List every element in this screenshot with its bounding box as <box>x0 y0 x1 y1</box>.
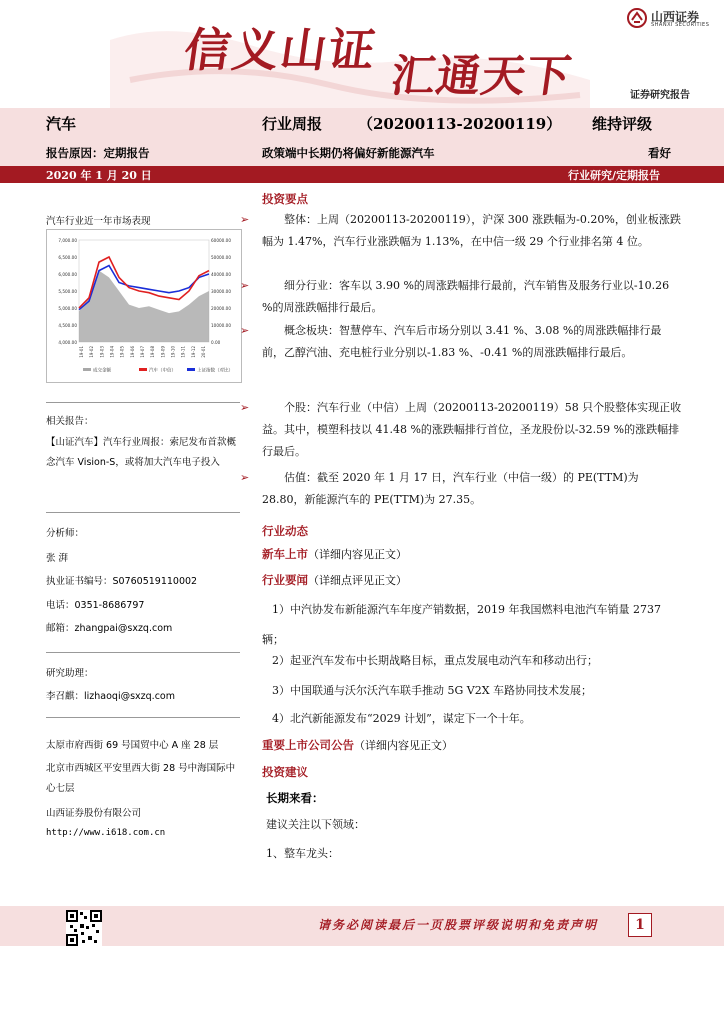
left-axis-tick-label: 7,000.00 <box>58 238 77 243</box>
bullet-valuation <box>240 467 682 511</box>
market-performance-chart <box>46 229 242 383</box>
analyst-name: 张 湃 <box>46 553 69 564</box>
left-axis-tick-label: 6,000.00 <box>58 272 77 277</box>
slogan-part1: 信义山证 <box>180 23 381 77</box>
analyst-phone: 电话：0351-8686797 <box>46 600 145 611</box>
item-1-text: 1、整车龙头： <box>266 847 339 860</box>
left-axis-tick-label: 4,500.00 <box>58 323 77 328</box>
qr-code-icon <box>66 910 102 946</box>
announce-line <box>262 737 453 753</box>
related-label: 相关报告： <box>46 416 94 427</box>
x-axis-tick-label: 19-12 <box>190 346 196 358</box>
left-divider-1 <box>46 402 240 403</box>
left-divider-2 <box>46 512 240 513</box>
announce-note: （详细内容见正文） <box>354 739 453 752</box>
arrow-icon: ➢ <box>240 324 250 337</box>
logo-subtitle: SHANXI SECURITIES <box>651 22 710 28</box>
right-axis-tick-label: 40000.00 <box>211 272 231 277</box>
news-item-3: 3）中国联通与沃尔沃汽车联手推动 5G V2X 车路协同技术发展； <box>272 684 593 697</box>
analyst-cert: 执业证书编号：S0760519110002 <box>46 576 198 587</box>
bullet-subindustry-text: 细分行业：客车以 3.90 %的周涨跌幅排行最前，汽车销售及服务行业以-10.26 %的周涨跌幅排行最后。 <box>262 279 670 314</box>
suggest-text: 建议关注以下领域： <box>266 818 365 831</box>
bullet-subindustry <box>240 275 682 319</box>
legend-swatch <box>139 368 147 371</box>
legend-swatch <box>83 368 91 371</box>
legend-label: 上证指数（对比） <box>197 368 233 374</box>
industry-name: 汽车 <box>46 115 77 133</box>
x-axis-tick-label: 19-09 <box>160 346 166 358</box>
bullet-overall-text: 整体：上周（20200113-20200119），沪深 300 涨跌幅为-0.20%，创业板涨跌幅为 1.47%，汽车行业涨跌幅为 1.13%，在中信一级 29 个行业排名第 4 位。 <box>262 213 681 248</box>
new-car-heading: 新车上市 <box>262 547 308 561</box>
x-axis-tick-label: 19-06 <box>129 346 135 358</box>
right-axis-tick-label: 0.00 <box>211 340 221 345</box>
address-beijing: 北京市西城区平安里西大街 28 号中海国际中心七层 <box>46 763 236 794</box>
report-headline: 政策端中长期仍将偏好新能源汽车 <box>262 146 435 160</box>
x-axis-tick-label: 19-01 <box>79 346 84 358</box>
arrow-icon: ➢ <box>240 213 250 226</box>
chart-svg <box>47 230 241 382</box>
right-axis-tick-label: 50000.00 <box>211 255 231 260</box>
news-note: （详细点评见正文） <box>308 574 407 587</box>
legend-label: 汽车（中信） <box>149 368 176 374</box>
news-item-1: 1）中汽协发布新能源汽车年度产销数据，2019 年我国燃料电池汽车销量 2737 辆； <box>262 603 661 646</box>
x-axis-tick-label: 19-07 <box>140 346 145 358</box>
x-axis-tick-label: 19-03 <box>99 346 105 358</box>
right-axis-tick-label: 60000.00 <box>211 238 231 243</box>
news-item-2: 2）起亚汽车发布中长期战略目标，重点发展电动汽车和移动出行； <box>272 654 598 667</box>
arrow-icon: ➢ <box>240 471 250 484</box>
new-car-line <box>262 546 407 562</box>
x-axis-tick-label: 19-04 <box>109 346 115 358</box>
series-volume-area <box>79 271 209 342</box>
assistant-contact[interactable]: 李召麒：lizhaoqi@sxzq.com <box>46 691 175 702</box>
bullet-concept-text: 概念板块：智慧停车、汽车后市场分别以 3.41 %、3.08 %的周涨跌幅排行最前，乙醇汽油、充电桩行业分别以-1.83 %、-0.41 %的周涨跌幅排行最后。 <box>262 324 662 359</box>
related-report-link[interactable]: 【山证汽车】汽车行业周报：索尼发布首款概念汽车 Vision-S，或将加大汽车电子投入 <box>46 437 237 468</box>
slogan-part2: 汇通天下 <box>387 51 575 102</box>
address-taiyuan: 太原市府西街 69 号国贸中心 A 座 28 层 <box>46 740 219 751</box>
report-category: 行业研究/定期报告 <box>568 169 661 182</box>
right-axis-tick-label: 30000.00 <box>211 289 231 294</box>
report-reason: 报告原因：定期报告 <box>46 146 150 160</box>
report-type-label: 证券研究报告 <box>630 90 690 101</box>
legend-swatch <box>187 368 195 371</box>
news-line <box>262 572 407 588</box>
rating-value: 看好 <box>648 146 671 160</box>
news-heading: 行业要闻 <box>262 573 308 587</box>
bullet-concept <box>240 320 682 364</box>
left-axis-tick-label: 5,000.00 <box>58 306 77 311</box>
left-axis-tick-label: 5,500.00 <box>58 289 77 294</box>
x-axis-tick-label: 19-11 <box>180 346 186 358</box>
left-divider-4 <box>46 717 240 718</box>
page-number: 1 <box>628 913 652 937</box>
announce-heading: 重要上市公司公告 <box>262 738 354 752</box>
right-axis-tick-label: 20000.00 <box>211 306 231 311</box>
legend-label: 成交金额 <box>93 368 111 374</box>
right-axis-tick-label: 10000.00 <box>211 323 231 328</box>
assistant-label: 研究助理： <box>46 668 94 679</box>
bullet-stocks <box>240 397 682 463</box>
arrow-icon: ➢ <box>240 279 250 292</box>
company-logo-icon <box>627 8 647 28</box>
report-period: （20200113-20200119） <box>358 115 562 133</box>
news-item-4: 4）北汽新能源发布“2029 计划”，谋定下一个十年。 <box>272 712 531 725</box>
x-axis-tick-label: 19-02 <box>89 346 95 358</box>
report-name: 行业周报 <box>262 115 323 133</box>
date-bar <box>0 166 724 183</box>
x-axis-tick-label: 19-08 <box>150 346 156 358</box>
x-axis-tick-label: 19-10 <box>170 346 176 358</box>
section-investment-advice: 投资建议 <box>262 765 308 779</box>
arrow-icon: ➢ <box>240 401 250 414</box>
section-industry-dynamics: 行业动态 <box>262 524 308 538</box>
chart-title: 汽车行业近一年市场表现 <box>46 216 151 227</box>
logo-name: 山西证券 <box>651 10 700 24</box>
company-name: 山西证券股份有限公司 <box>46 808 142 819</box>
analyst-email[interactable]: 邮箱：zhangpai@sxzq.com <box>46 623 173 634</box>
new-car-note: （详细内容见正文） <box>308 548 407 561</box>
left-axis-tick-label: 4,000.00 <box>58 340 77 345</box>
section-key-points: 投资要点 <box>262 192 308 206</box>
company-website[interactable]: http://www.i618.com.cn <box>46 828 166 838</box>
rating-label: 维持评级 <box>592 115 653 133</box>
bullet-stocks-text: 个股：汽车行业（中信）上周（20200113-20200119）58 只个股整体实现正收益。其中，模塑科技以 41.48 %的涨跌幅排行首位，圣龙股份以-32.59 %的涨跌幅排行最后。 <box>262 401 682 458</box>
bullet-overall <box>240 209 682 253</box>
bullet-valuation-text: 估值：截至 2020 年 1 月 17 日，汽车行业（中信一级）的 PE(TTM)为 28.80，新能源汽车的 PE(TTM)为 27.35。 <box>262 471 639 506</box>
left-axis-tick-label: 6,500.00 <box>58 255 77 260</box>
disclaimer-notice: 请务必阅读最后一页股票评级说明和免责声明 <box>318 918 599 932</box>
left-divider-3 <box>46 652 240 653</box>
report-date: 2020 年 1 月 20 日 <box>46 169 152 182</box>
long-term-heading: 长期来看： <box>266 791 324 805</box>
analyst-label: 分析师： <box>46 528 85 539</box>
x-axis-tick-label: 20-01 <box>201 346 206 358</box>
x-axis-tick-label: 19-05 <box>119 346 125 358</box>
